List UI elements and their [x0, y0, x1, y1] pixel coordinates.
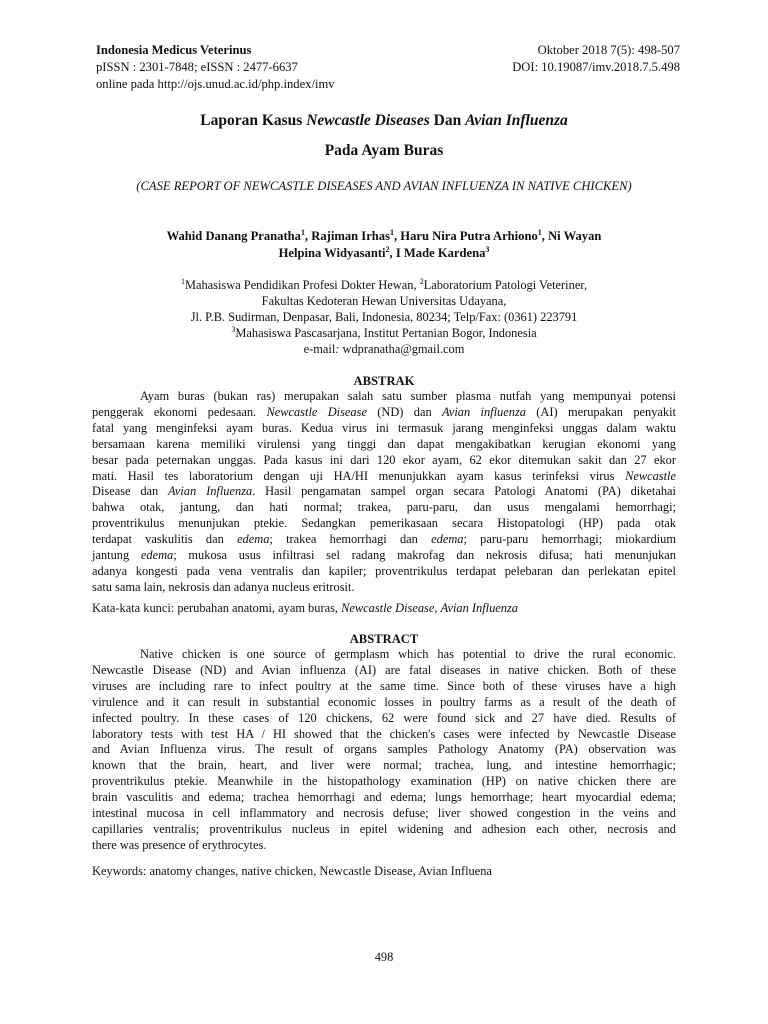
- abstract-body: [92, 647, 676, 854]
- affil-sup-3: 3: [231, 324, 236, 334]
- journal-name: Indonesia Medicus Veterinus: [96, 43, 252, 57]
- abstract-heading: ABSTRACT: [349, 632, 419, 646]
- affiliation-line-1: [100, 277, 668, 293]
- abstrak-line: adanya kongesti pada vena ventralis dan kapiler; proventrikulus terdapat pelebaran dan perlekatan epitel: [92, 563, 676, 578]
- abstrak-line: proventrikulus menunjukan ptekie. Sedangkan pemerikasaan secara Histopatologi (HP) pada otak: [92, 516, 676, 531]
- title-italic-ai: Avian Influenza: [465, 112, 568, 129]
- abstract-line: and Avian Influenza virus. The result of organs samples Pathology Anatomy (PA) observation was: [92, 742, 676, 757]
- author-1: Wahid Danang Pranatha: [166, 229, 301, 243]
- email-colon: :: [335, 342, 340, 356]
- abstract-line: viruses are including rare to infect poultry at the same time. Since both of these viruses have a high: [92, 678, 676, 693]
- abstrak-line: jantung edema; mukosa usus infiltrasi sel radang makrofag dan nekrosis difusa; hati menunjukan: [92, 548, 676, 563]
- kata-kunci-nd: Newcastle Disease: [341, 601, 435, 615]
- author-2: , Rajiman Irhas: [304, 229, 390, 243]
- author-4-rest: Helpina Widyasanti: [278, 246, 386, 260]
- abstrak-line: satu sama lain, nekrosis dan adanya nucleus eritrosit.: [92, 579, 355, 594]
- abstract-line: known that the brain, heart, and liver were normal; trachea, lung, and intestine hemorrhagic;: [92, 758, 676, 773]
- author-4-sup: 2: [385, 244, 390, 254]
- affil-sup-1: 1: [180, 276, 185, 286]
- author-list: [100, 228, 668, 262]
- affil-1: Mahasiswa Pendidikan Profesi Dokter Hewan,: [184, 278, 420, 292]
- author-4-part: , Ni Wayan: [541, 229, 602, 243]
- abstract-line: intestinal mucosa in cell inflammatory and necrosis defuse; liver showed congestion in the veins and: [92, 806, 676, 821]
- keywords: Keywords: anatomy changes, native chicken, Newcastle Disease, Avian Influena: [92, 864, 492, 878]
- kata-kunci-sep: ,: [434, 601, 441, 615]
- title-mid: Dan: [429, 112, 466, 129]
- author-2-sup: 1: [390, 227, 394, 237]
- journal-issue: Oktober 2018 7(5): 498-507: [537, 43, 680, 57]
- title-italic-nd: Newcastle Diseases: [306, 112, 430, 129]
- abstrak-line: besar pada peternakan unggas. Pada kasus ini dari 120 ekor ayam, 62 ekor ditemukan sakit dan 27 ekor: [92, 452, 676, 467]
- abstrak-line: Ayam buras (bukan ras) merupakan salah satu sumber plasma nutfah yang mempunyai potensi: [140, 389, 676, 403]
- title-prefix: Laporan Kasus: [200, 112, 307, 129]
- abstrak-line: fatal yang menginfeksi ayam buras. Kedua virus ini termasuk jarang menginfeksi unggas dalam waktu: [92, 420, 676, 435]
- abstrak-line: Disease dan Avian Influenza. Hasil pengamatan sampel organ secara Patologi Anatomi (PA) diketahai: [92, 484, 676, 499]
- abstrak-line: penggerak ekonomi pedesaan. Newcastle Disease (ND) dan Avian influenza (AI) merupakan penyakit: [92, 404, 676, 419]
- abstract-line: proventrikulus ptekie. Meanwhile in the histopathology examination (HP) on native chicken there are: [92, 774, 676, 789]
- journal-issn: pISSN : 2301-7848; eISSN : 2477-6637: [96, 60, 298, 74]
- abstrak-heading: ABSTRAK: [353, 374, 415, 388]
- affiliation-line-4: [100, 325, 668, 341]
- journal-online-url: online pada http://ojs.unud.ac.id/php.index/imv: [96, 77, 335, 91]
- affiliations: [100, 277, 668, 357]
- abstract-line: there was presence of erythrocytes.: [92, 837, 267, 852]
- page-number: 498: [374, 950, 394, 964]
- abstrak-line: bahwa otak, jantung, dan hati normal; trakea, paru-paru, dan usus mengalami hemorrhagi;: [92, 500, 676, 515]
- author-3: , Haru Nira Putra Arhiono: [394, 229, 538, 243]
- kata-kunci-label: Kata-kata kunci: perubahan anatomi, ayam buras,: [92, 601, 342, 615]
- abstract-line: Native chicken is one source of germplasm which has potential to drive the rural economic.: [140, 647, 676, 661]
- email-line: [100, 341, 668, 357]
- affiliation-line-3: Jl. P.B. Sudirman, Denpasar, Bali, Indonesia, 80234; Telp/Fax: (0361) 223791: [190, 310, 578, 324]
- abstract-line: Newcastle Disease (ND) and Avian influenza (AI) are fatal diseases in native chicken. Both of these: [92, 662, 676, 677]
- abstract-line: infected poultry. In these cases of 120 chickens, 62 were found sick and 27 have died. Results of: [92, 710, 676, 725]
- kata-kunci-ai: Avian Influenza: [440, 601, 518, 615]
- english-title: (CASE REPORT OF NEWCASTLE DISEASES AND AVIAN INFLUENZA IN NATIVE CHICKEN): [136, 179, 632, 193]
- kata-kunci: [92, 601, 518, 616]
- author-5: , I Made Kardena: [389, 246, 486, 260]
- journal-doi: DOI: 10.19087/imv.2018.7.5.498: [512, 60, 680, 74]
- abstrak-line: mati. Hasil tes laboratorium dengan uji HA/HI menunjukkan ayam kasus terinfeksi virus Newcastle: [92, 468, 676, 483]
- author-5-sup: 3: [485, 244, 490, 254]
- email-label: e-mail: [303, 342, 336, 356]
- affiliation-line-2: Fakultas Kedoteran Hewan Universitas Udayana,: [261, 294, 507, 308]
- abstract-line: virulence and it can result in substantial economic losses in poultry farms as a result of the death of: [92, 694, 676, 709]
- paper-title-line-2: Pada Ayam Buras: [324, 142, 444, 159]
- abstrak-line: bersamaan karena memiliki virulensi yang tinggi dan dapat mengakibatkan kerugian ekonomi yang: [92, 436, 676, 451]
- abstrak-body: [92, 389, 676, 596]
- abstract-line: capillaries ventralis; proventrikulus nucleus in epitel widening and adhesion each other, necrosis and: [92, 821, 676, 836]
- paper-title-line-1: [80, 112, 688, 130]
- affil-sup-2: 2: [419, 276, 424, 286]
- abstrak-line: terdapat vaskulitis dan edema; trakea hemorrhagi dan edema; paru-paru hemorrhagi; miokardium: [92, 532, 676, 547]
- affil-3: Mahasiswa Pascasarjana, Institut Pertanian Bogor, Indonesia: [235, 326, 537, 340]
- author-3-sup: 1: [537, 227, 542, 237]
- author-1-sup: 1: [300, 227, 305, 237]
- abstract-line: brain vasculitis and edema; trachea hemorrhagi and edema; lungs hemorrhage; heart myocardial edema;: [92, 790, 676, 805]
- email-address: wdpranatha@gmail.com: [339, 342, 465, 356]
- abstract-line: laboratory tests with test HA / HI showed that the chicken's cases were infected by Newcastle Disease: [92, 726, 676, 741]
- affil-2: Laboratorium Patologi Veteriner,: [423, 278, 588, 292]
